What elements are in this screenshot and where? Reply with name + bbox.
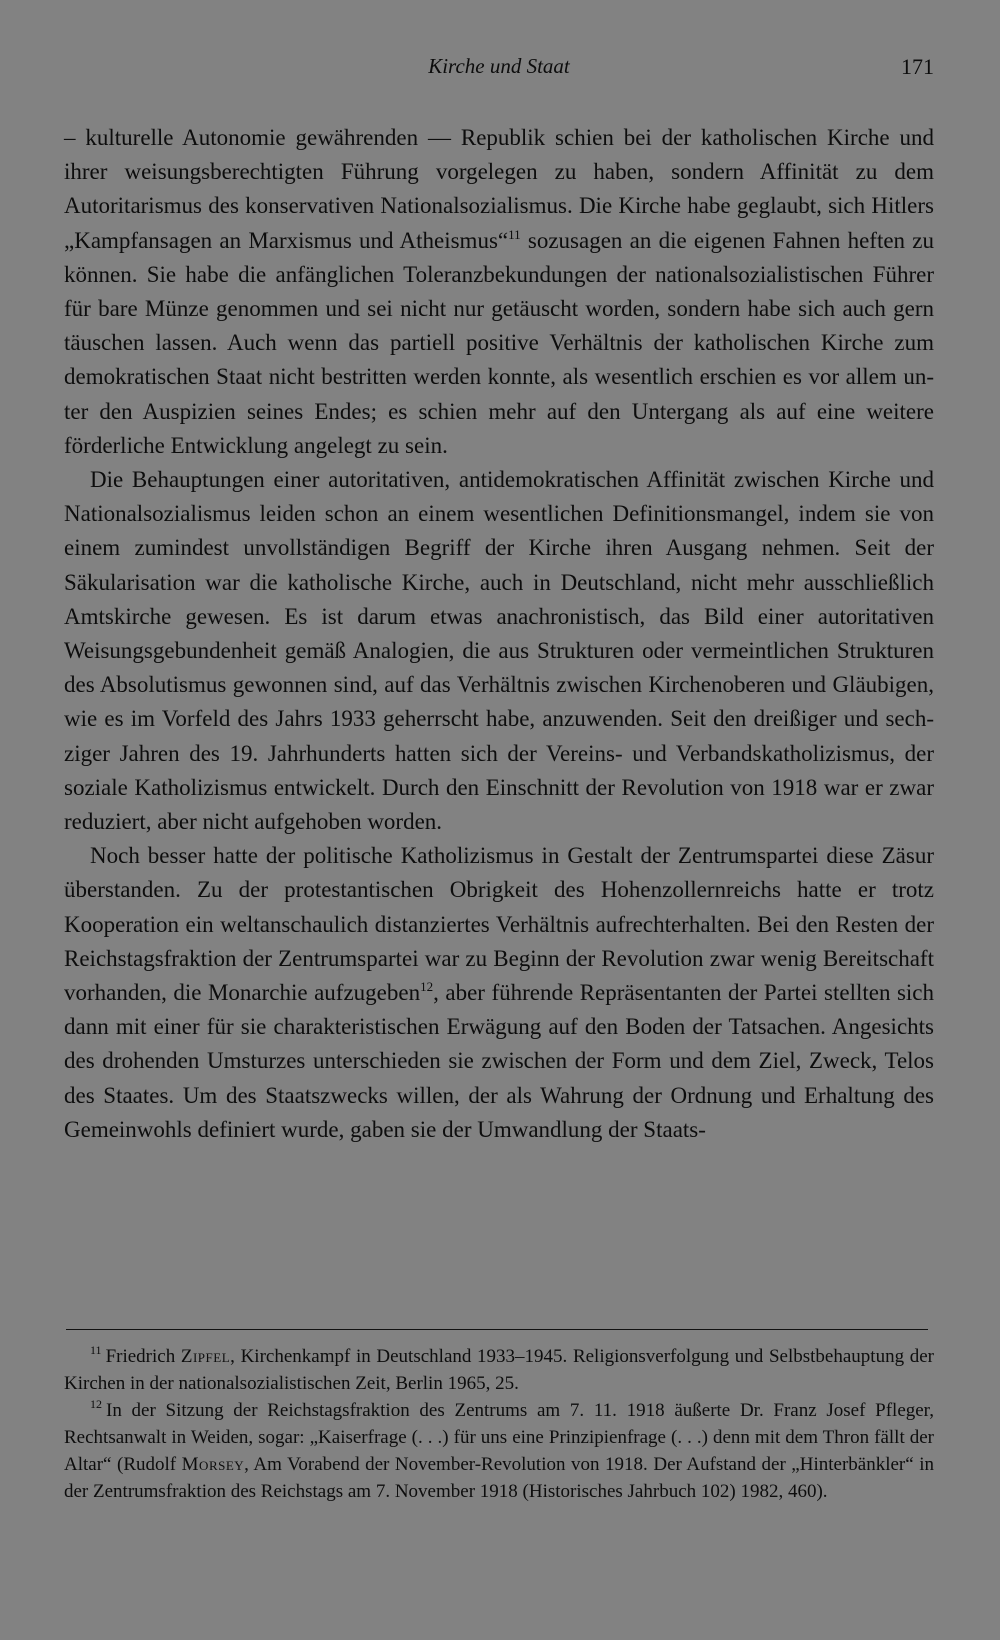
footnote-marker: 12: [90, 1397, 102, 1411]
footnote-11: [64, 1343, 934, 1397]
paragraph-1-text-a: – kulturelle Autonomie gewährenden — Republik schien bei der katholischen Kirche und ihrer weisungsberechtigten Führung vorgelegen zu haben, sondern Affinität zu dem Autoritarismus des konservativen Nationalsozialismus. Die Kirche habe geglaubt, sich Hitlers „Kampfansagen an Marxismus und Atheismus“: [64, 125, 934, 253]
footnote-divider: [66, 1329, 928, 1330]
paragraph-1: [64, 121, 934, 463]
paragraph-3: [64, 839, 934, 1147]
footnote-author: Morsey: [181, 1454, 245, 1475]
footnote-text-post: , Am Vorabend der November-Revolution von 1918. Der Aufstand der „Hinterbänkler“ in der Zentrumsfraktion des Reichstags am 7. November 1918 (Historisches Jahrbuch 102) 1982, 460).: [64, 1454, 935, 1502]
paragraph-3-text-b: , aber führende Repräsentanten der Partei stellten sich dann mit einer für sie charakteristischen Erwägung auf den Boden der Tatsachen. Angesichts des drohenden Umsturzes unterschieden sie zwischen der Form und dem Ziel, Zweck, Telos des Staates. Um des Staatszwecks willen, der als Wahrung der Ordnung und Erhaltung des Gemeinwohls definiert wurde, gaben sie der Umwandlung der Staats-: [64, 980, 935, 1142]
footnote-ref-11: 11: [508, 226, 521, 242]
paragraph-3-text-a: Noch besser hatte der politische Katholizismus in Gestalt der Zentrumspartei diese Zäsur überstanden. Zu der protestantischen Obrigkeit des Hohenzollernreichs hatte er trotz Kooperation ein weltanschaulich distanziertes Verhältnis aufrechterhalten. Bei den Resten der Reichstagsfraktion der Zentrumspartei war zu Beginn der Revolution zwar wenig Bereitschaft vorhanden, die Monarchie aufzugeben: [64, 843, 934, 1006]
main-text: [64, 121, 934, 1147]
footnote-text-pre: In der Sitzung der Reichstagsfraktion des Zentrums am 7. 11. 1918 äußerte Dr. Franz Josef Pfleger, Rechtsanwalt in Weiden, sogar: „Kaiserfrage (. . .) für uns eine Prinzipienfrage (. . .) denn mit dem Thron fällt der Altar“ (Rudolf: [64, 1400, 934, 1475]
page-header: [64, 54, 934, 88]
paragraph-2-text: Die Behauptungen einer autoritativen, antidemokratischen Affinität zwischen Kirche und Nationalsozialismus leiden schon an einem wesentlichen Definitionsmangel, indem sie von einem zumindest unvollständigen Begriff der Kirche ihren Ausgang nehmen. Seit der Säkularisation war die katholische Kirche, auch in Deutschland, nicht mehr ausschließlich Amtskirche gewesen. Es ist darum etwas anachronistisch, das Bild einer autoritativen Weisungsgebundenheit gemäß Analogien, die aus Strukturen oder vermeintlichen Strukturen des Absolutismus gewonnen sind, auf das Verhältnis zwischen Kirchenoberen und Gläubigen, wie es im Vorfeld des Jahrs 1933 geherrscht habe, anzuwenden. Seit den dreißiger und sechziger Jahren des 19. Jahrhunderts hatten sich der Vereins- und Verbandskatholizismus, der soziale Katholizismus entwickelt. Durch den Einschnitt der Revolution von 1918 war er zwar reduziert, aber nicht aufgehoben worden.: [64, 467, 934, 835]
footnotes: [64, 1343, 934, 1505]
footnote-12: [64, 1397, 934, 1505]
footnote-text-post: , Kirchenkampf in Deutschland 1933–1945. Religionsverfolgung und Selbstbehauptung der Kirchen in der nationalsozialistischen Zeit, Berlin 1965, 25.: [64, 1346, 934, 1394]
paragraph-1-text-b: sozusagen an die eigenen Fahnen heften zu können. Sie habe die anfänglichen Toleranzbekundungen der nationalsozialistischen Führer für bare Münze genommen und sei nicht nur getäuscht worden, sondern habe sich auch gern täuschen lassen. Auch wenn das partiell positive Verhältnis der katholischen Kirche zum demokratischen Staat nicht bestritten werden konnte, als wesentlich erschien es vor allem unter den Auspizien seines Endes; es schien mehr auf den Untergang als auf eine weitere förderliche Entwicklung angelegt zu sein.: [64, 227, 934, 458]
footnote-text-pre: Friedrich: [105, 1346, 181, 1367]
page-number: 171: [901, 54, 934, 79]
footnote-marker: 11: [90, 1343, 102, 1357]
footnote-author: Zipfel: [180, 1346, 231, 1367]
paragraph-2: [64, 463, 934, 839]
running-title: Kirche und Staat: [428, 54, 570, 78]
footnote-ref-12: 12: [420, 979, 434, 995]
